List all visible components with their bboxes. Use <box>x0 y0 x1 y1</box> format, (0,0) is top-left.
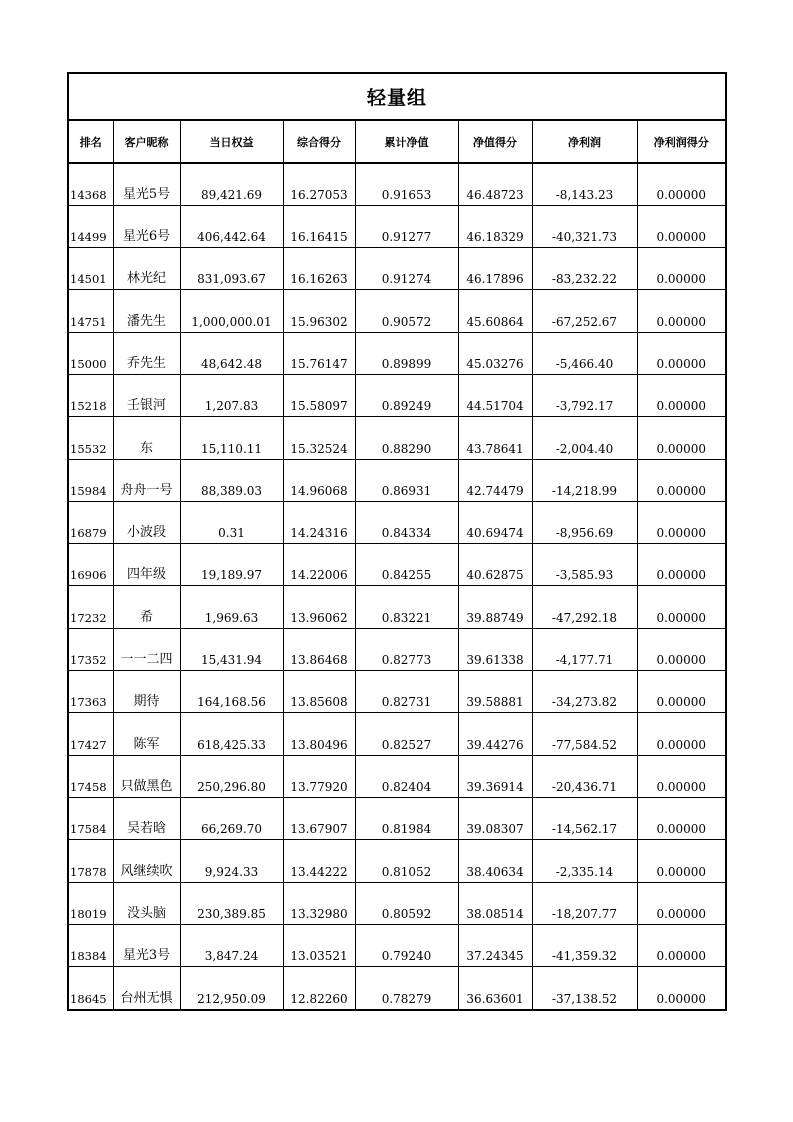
table-row <box>69 671 725 713</box>
net-profit-score-cell: 0.00000 <box>637 544 725 586</box>
equity-cell: 9,924.33 <box>180 840 283 882</box>
header-customer-nickname: 客户昵称 <box>113 121 180 163</box>
rank-cell: 17584 <box>69 797 113 839</box>
equity-cell: 19,189.97 <box>180 544 283 586</box>
equity-cell: 88,389.03 <box>180 459 283 501</box>
net-profit-cell: -3,792.17 <box>532 374 637 416</box>
nav-score-cell: 43.78641 <box>458 417 532 459</box>
nickname-cell: 期待 <box>113 671 180 713</box>
nav-score-cell: 46.48723 <box>458 163 532 205</box>
table-row <box>69 248 725 290</box>
nav-score-cell: 40.62875 <box>458 544 532 586</box>
nav-cell: 0.78279 <box>355 967 458 1009</box>
net-profit-cell: -67,252.67 <box>532 290 637 332</box>
nav-cell: 0.90572 <box>355 290 458 332</box>
page-title: 轻量组 <box>69 74 725 121</box>
net-profit-score-cell: 0.00000 <box>637 755 725 797</box>
net-profit-cell: -40,321.73 <box>532 205 637 247</box>
nav-score-cell: 36.63601 <box>458 967 532 1009</box>
nickname-cell: 壬银河 <box>113 374 180 416</box>
nav-cell: 0.84255 <box>355 544 458 586</box>
header-net-profit: 净利润 <box>532 121 637 163</box>
nav-cell: 0.86931 <box>355 459 458 501</box>
rank-cell: 17458 <box>69 755 113 797</box>
table-header-row <box>69 121 725 163</box>
nav-score-cell: 39.44276 <box>458 713 532 755</box>
header-net-profit-score: 净利润得分 <box>637 121 725 163</box>
equity-cell: 212,950.09 <box>180 967 283 1009</box>
net-profit-score-cell: 0.00000 <box>637 332 725 374</box>
composite-score-cell: 13.85608 <box>283 671 355 713</box>
net-profit-cell: -2,004.40 <box>532 417 637 459</box>
rank-cell: 16879 <box>69 501 113 543</box>
table-row <box>69 967 725 1009</box>
table-row <box>69 417 725 459</box>
nav-score-cell: 46.18329 <box>458 205 532 247</box>
composite-score-cell: 13.77920 <box>283 755 355 797</box>
nav-score-cell: 39.36914 <box>458 755 532 797</box>
rank-cell: 17878 <box>69 840 113 882</box>
table-row <box>69 290 725 332</box>
nav-cell: 0.89899 <box>355 332 458 374</box>
net-profit-score-cell: 0.00000 <box>637 840 725 882</box>
composite-score-cell: 13.03521 <box>283 924 355 966</box>
net-profit-score-cell: 0.00000 <box>637 248 725 290</box>
rank-cell: 17232 <box>69 586 113 628</box>
nickname-cell: 陈军 <box>113 713 180 755</box>
net-profit-score-cell: 0.00000 <box>637 417 725 459</box>
composite-score-cell: 15.58097 <box>283 374 355 416</box>
net-profit-cell: -41,359.32 <box>532 924 637 966</box>
table-row <box>69 544 725 586</box>
nav-cell: 0.82773 <box>355 628 458 670</box>
equity-cell: 406,442.64 <box>180 205 283 247</box>
nav-cell: 0.79240 <box>355 924 458 966</box>
nav-score-cell: 39.08307 <box>458 797 532 839</box>
equity-cell: 66,269.70 <box>180 797 283 839</box>
table-row <box>69 924 725 966</box>
table-row <box>69 205 725 247</box>
net-profit-cell: -2,335.14 <box>532 840 637 882</box>
nav-score-cell: 42.74479 <box>458 459 532 501</box>
equity-cell: 15,110.11 <box>180 417 283 459</box>
equity-cell: 230,389.85 <box>180 882 283 924</box>
net-profit-cell: -5,466.40 <box>532 332 637 374</box>
equity-cell: 164,168.56 <box>180 671 283 713</box>
table-row <box>69 882 725 924</box>
rank-cell: 15000 <box>69 332 113 374</box>
nav-cell: 0.84334 <box>355 501 458 543</box>
net-profit-cell: -34,273.82 <box>532 671 637 713</box>
net-profit-cell: -8,143.23 <box>532 163 637 205</box>
rank-cell: 14368 <box>69 163 113 205</box>
rank-cell: 15218 <box>69 374 113 416</box>
composite-score-cell: 14.24316 <box>283 501 355 543</box>
rank-cell: 17352 <box>69 628 113 670</box>
ranking-sheet <box>67 72 727 1011</box>
net-profit-cell: -77,584.52 <box>532 713 637 755</box>
nav-score-cell: 46.17896 <box>458 248 532 290</box>
nickname-cell: 星光3号 <box>113 924 180 966</box>
composite-score-cell: 14.22006 <box>283 544 355 586</box>
table-row <box>69 713 725 755</box>
net-profit-score-cell: 0.00000 <box>637 924 725 966</box>
rank-cell: 18384 <box>69 924 113 966</box>
net-profit-cell: -8,956.69 <box>532 501 637 543</box>
nav-score-cell: 38.40634 <box>458 840 532 882</box>
net-profit-cell: -4,177.71 <box>532 628 637 670</box>
nickname-cell: 一一二四 <box>113 628 180 670</box>
rank-cell: 18019 <box>69 882 113 924</box>
nav-cell: 0.89249 <box>355 374 458 416</box>
composite-score-cell: 13.96062 <box>283 586 355 628</box>
nav-cell: 0.82404 <box>355 755 458 797</box>
nickname-cell: 乔先生 <box>113 332 180 374</box>
equity-cell: 89,421.69 <box>180 163 283 205</box>
composite-score-cell: 16.16263 <box>283 248 355 290</box>
nav-cell: 0.81984 <box>355 797 458 839</box>
equity-cell: 48,642.48 <box>180 332 283 374</box>
table-row <box>69 586 725 628</box>
rank-cell: 18645 <box>69 967 113 1009</box>
nav-cell: 0.82527 <box>355 713 458 755</box>
equity-cell: 15,431.94 <box>180 628 283 670</box>
table-row <box>69 501 725 543</box>
equity-cell: 1,207.83 <box>180 374 283 416</box>
rank-cell: 15984 <box>69 459 113 501</box>
nickname-cell: 星光5号 <box>113 163 180 205</box>
net-profit-score-cell: 0.00000 <box>637 501 725 543</box>
nickname-cell: 希 <box>113 586 180 628</box>
net-profit-cell: -83,232.22 <box>532 248 637 290</box>
nav-score-cell: 37.24345 <box>458 924 532 966</box>
net-profit-score-cell: 0.00000 <box>637 374 725 416</box>
header-daily-equity: 当日权益 <box>180 121 283 163</box>
net-profit-score-cell: 0.00000 <box>637 797 725 839</box>
net-profit-score-cell: 0.00000 <box>637 671 725 713</box>
composite-score-cell: 15.76147 <box>283 332 355 374</box>
net-profit-cell: -18,207.77 <box>532 882 637 924</box>
composite-score-cell: 15.32524 <box>283 417 355 459</box>
net-profit-cell: -20,436.71 <box>532 755 637 797</box>
nickname-cell: 台州无惧 <box>113 967 180 1009</box>
nav-cell: 0.91277 <box>355 205 458 247</box>
table-row <box>69 163 725 205</box>
nickname-cell: 林光纪 <box>113 248 180 290</box>
rank-cell: 17427 <box>69 713 113 755</box>
equity-cell: 831,093.67 <box>180 248 283 290</box>
nav-score-cell: 38.08514 <box>458 882 532 924</box>
composite-score-cell: 16.16415 <box>283 205 355 247</box>
header-nav-score: 净值得分 <box>458 121 532 163</box>
net-profit-score-cell: 0.00000 <box>656 991 707 1006</box>
net-profit-score-cell: 0.00000 <box>637 882 725 924</box>
nav-score-cell: 44.51704 <box>458 374 532 416</box>
nav-cell: 0.91274 <box>355 248 458 290</box>
composite-score-cell: 12.82260 <box>283 967 355 1009</box>
composite-score-cell: 14.96068 <box>283 459 355 501</box>
nickname-cell: 只做黑色 <box>113 755 180 797</box>
nickname-cell: 没头脑 <box>113 882 180 924</box>
table-row <box>69 459 725 501</box>
nav-score-cell: 45.03276 <box>458 332 532 374</box>
net-profit-cell: -47,292.18 <box>532 586 637 628</box>
nav-cell: 0.81052 <box>355 840 458 882</box>
net-profit-score-cell: 0.00000 <box>637 459 725 501</box>
nav-cell: 0.82731 <box>355 671 458 713</box>
nav-score-cell: 39.88749 <box>458 586 532 628</box>
nickname-cell: 风继续吹 <box>113 840 180 882</box>
ranking-table <box>69 121 725 1009</box>
net-profit-cell: -14,562.17 <box>532 797 637 839</box>
nickname-cell: 星光6号 <box>113 205 180 247</box>
table-row <box>69 755 725 797</box>
rank-cell: 15532 <box>69 417 113 459</box>
composite-score-cell: 15.96302 <box>283 290 355 332</box>
composite-score-cell: 13.80496 <box>283 713 355 755</box>
net-profit-score-cell: 0.00000 <box>637 205 725 247</box>
nickname-cell: 四年级 <box>113 544 180 586</box>
equity-cell: 1,000,000.01 <box>180 290 283 332</box>
equity-cell: 0.31 <box>180 501 283 543</box>
nav-score-cell: 39.61338 <box>458 628 532 670</box>
rank-cell: 16906 <box>69 544 113 586</box>
rank-cell: 14751 <box>69 290 113 332</box>
nav-score-cell: 39.58881 <box>458 671 532 713</box>
table-row <box>69 332 725 374</box>
composite-score-cell: 13.86468 <box>283 628 355 670</box>
table-row <box>69 628 725 670</box>
equity-cell: 3,847.24 <box>180 924 283 966</box>
nickname-cell: 舟舟一号 <box>113 459 180 501</box>
rank-cell: 14499 <box>69 205 113 247</box>
table-row <box>69 374 725 416</box>
nav-score-cell: 40.69474 <box>458 501 532 543</box>
equity-cell: 618,425.33 <box>180 713 283 755</box>
table-body <box>69 163 725 1009</box>
rank-cell: 17363 <box>69 671 113 713</box>
nav-cell: 0.83221 <box>355 586 458 628</box>
net-profit-score-cell: 0.00000 <box>637 163 725 205</box>
table-row <box>69 797 725 839</box>
rank-cell: 14501 <box>69 248 113 290</box>
net-profit-cell: -14,218.99 <box>532 459 637 501</box>
nickname-cell: 东 <box>113 417 180 459</box>
nickname-cell: 吴若晗 <box>113 797 180 839</box>
equity-cell: 250,296.80 <box>180 755 283 797</box>
nickname-cell: 小波段 <box>113 501 180 543</box>
nav-score-cell: 45.60864 <box>458 290 532 332</box>
composite-score-cell: 16.27053 <box>283 163 355 205</box>
net-profit-cell: -37,138.52 <box>532 967 637 1009</box>
composite-score-cell: 13.44222 <box>283 840 355 882</box>
composite-score-cell: 13.32980 <box>283 882 355 924</box>
table-row <box>69 840 725 882</box>
net-profit-cell: -3,585.93 <box>532 544 637 586</box>
header-rank: 排名 <box>69 121 113 163</box>
net-profit-score-cell: 0.00000 <box>637 290 725 332</box>
nickname-cell: 潘先生 <box>113 290 180 332</box>
nav-cell: 0.88290 <box>355 417 458 459</box>
composite-score-cell: 13.67907 <box>283 797 355 839</box>
header-composite-score: 综合得分 <box>283 121 355 163</box>
net-profit-score-cell: 0.00000 <box>637 586 725 628</box>
nav-cell: 0.91653 <box>355 163 458 205</box>
equity-cell: 1,969.63 <box>180 586 283 628</box>
net-profit-score-cell: 0.00000 <box>637 713 725 755</box>
net-profit-score-cell: 0.00000 <box>637 628 725 670</box>
nav-cell: 0.80592 <box>355 882 458 924</box>
header-cumulative-nav: 累计净值 <box>355 121 458 163</box>
